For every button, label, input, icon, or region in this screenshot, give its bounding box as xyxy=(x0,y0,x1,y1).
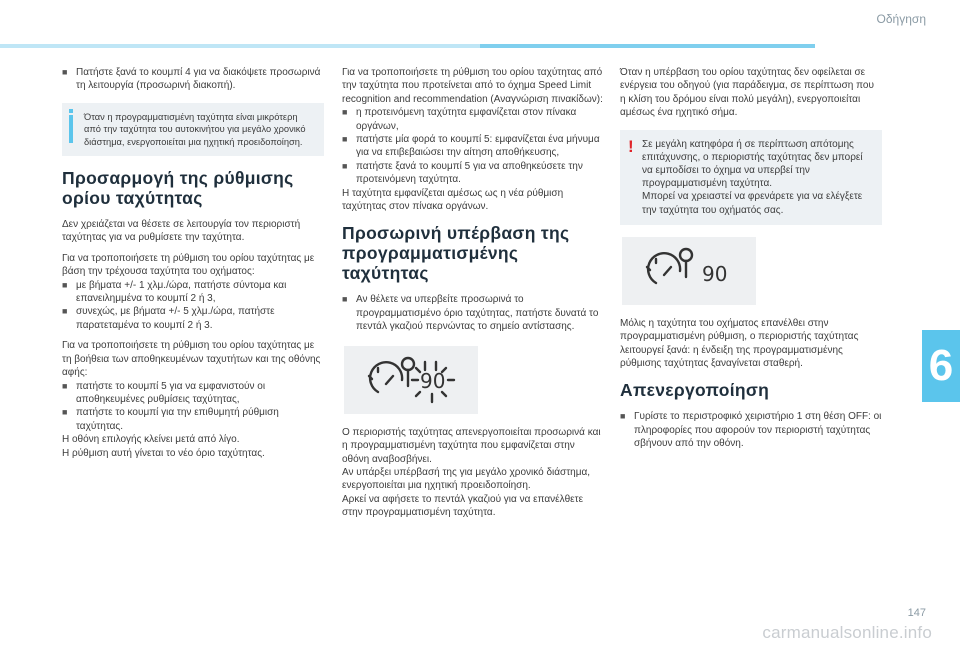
speed-limiter-overspeed-figure xyxy=(344,346,478,414)
bullet-icon: ■ xyxy=(62,279,68,290)
chapter-tab: 6 xyxy=(922,330,960,402)
paragraph: Ο περιοριστής ταχύτητας απενεργοποιείται προσωρινά και η προγραμματισμένη ταχύτητα που εμφανίζεται στην οθόνη αναβοσβήνει. xyxy=(342,426,601,465)
list-item-text: πατήστε ξανά το κουμπί 5 για να αποθηκεύσετε την προτεινόμενη ταχύτητα. xyxy=(356,160,583,186)
paragraph: Όταν η υπέρβαση του ορίου ταχύτητας δεν οφείλεται σε ενέργεια του οδηγού (για παράδειγμα, σε περίπτωση που η κλίση του δρόμου είναι πολύ μεγάλη), ενεργοποιείται αμέσως ένα ηχητικό σήμα. xyxy=(620,67,874,119)
list-item xyxy=(342,160,604,187)
warning-box xyxy=(620,130,882,225)
header-rule-light xyxy=(0,44,480,48)
list-item-text: πατήστε μία φορά το κουμπί 5: εμφανίζεται ένα μήνυμα για να επιβεβαιώσει την αίτηση αποθήκευσης, xyxy=(356,134,600,159)
list-item-text: η προτεινόμενη ταχύτητα εμφανίζεται στον πίνακα οργάνων, xyxy=(356,107,577,132)
speedometer-blinking-icon xyxy=(344,346,478,414)
info-icon xyxy=(69,115,73,143)
paragraph: Δεν χρειάζεται να θέσετε σε λειτουργία τον περιοριστή ταχύτητας για να ρυθμίσετε την ταχύτητα. xyxy=(62,219,301,244)
list-item xyxy=(62,380,324,407)
bullet-icon: ■ xyxy=(342,134,348,145)
info-text: Όταν η προγραμματισμένη ταχύτητα είναι μικρότερη από την ταχύτητα του αυτοκινήτου για μεγάλο χρονικό διάστημα, ενεργοποιείται μια ηχητική προειδοποίηση. xyxy=(84,111,306,147)
section-heading: Προσαρμογή της ρύθμισης ορίου ταχύτητας xyxy=(62,168,294,209)
warning-icon: ! xyxy=(628,136,634,156)
section-heading: Προσωρινή υπέρβαση της προγραμματισμένης ταχύτητας xyxy=(342,223,570,284)
bullet-icon: ■ xyxy=(342,160,348,171)
info-box xyxy=(62,103,324,156)
list-item-text: Αν θέλετε να υπερβείτε προσωρινά το προγραμματισμένο όριο ταχύτητας, πατήστε δυνατά το πεντάλ γκαζιού περνώντας το σημείο αντίστασης. xyxy=(356,294,599,333)
list-item xyxy=(342,293,604,333)
column-3 xyxy=(620,66,882,451)
list-item-text: με βήματα +/- 1 χλμ./ώρα, πατήστε σύντομα και επανειλημμένα το κουμπί 2 ή 3, xyxy=(76,279,287,305)
section-heading: Απενεργοποίηση xyxy=(620,380,770,401)
list-item-text: Γυρίστε το περιστροφικό χειριστήριο 1 στη θέση OFF: οι πληροφορίες που αφορούν τον περιοριστή ταχύτητας σβήνουν από την οθόνη. xyxy=(634,411,882,450)
list-item xyxy=(620,410,882,450)
speedometer-icon xyxy=(622,237,756,305)
list-item xyxy=(342,106,604,133)
paragraph: Μόλις η ταχύτητα του οχήματος επανέλθει στην προγραμματισμένη ρύθμιση, ο περιοριστής ταχύτητας λειτουργεί ξανά: η ένδειξη της προγραμματισμένης ρύθμισης ταχύτητας ξαναγίνεται σταθερή. xyxy=(620,317,859,370)
column-2 xyxy=(342,66,604,520)
list-item-text: συνεχώς, με βήματα +/- 5 χλμ./ώρα, πατήστε παρατεταμένα το κουμπί 2 ή 3. xyxy=(76,306,275,331)
page-number: 147 xyxy=(907,607,926,619)
list-item xyxy=(62,406,324,433)
bullet-icon: ■ xyxy=(342,107,348,118)
paragraph: Η ταχύτητα εμφανίζεται αμέσως ως η νέα ρύθμιση ταχύτητας στον πίνακα οργάνων. xyxy=(342,187,564,213)
header-rule-accent xyxy=(480,44,815,48)
warning-text: Μπορεί να χρειαστεί να φρενάρετε για να ελέγξετε την ταχύτητα του οχήματός σας. xyxy=(642,191,863,216)
paragraph: Για να τροποποιήσετε τη ρύθμιση του ορίου ταχύτητας με τη βοήθεια των αποθηκευμένων ταχυτήτων και της οθόνης αφής: xyxy=(62,340,321,379)
figure-speed-value: 90 xyxy=(420,368,446,393)
list-item-text: πατήστε το κουμπί 5 για να εμφανιστούν οι αποθηκευμένες ρυθμίσεις ταχύτητας, xyxy=(76,380,266,405)
speed-limiter-figure xyxy=(622,237,756,305)
list-item-text: Πατήστε ξανά το κουμπί 4 για να διακόψετε προσωρινά τη λειτουργία (προσωρινή διακοπή). xyxy=(76,67,321,92)
bullet-icon: ■ xyxy=(62,407,68,418)
section-title: Οδήγηση xyxy=(876,12,926,26)
list-item xyxy=(62,279,324,306)
paragraph: Για να τροποποιήσετε τη ρύθμιση του ορίου ταχύτητας με βάση την τρέχουσα ταχύτητα του οχήματος: xyxy=(62,252,315,278)
list-item-text: πατήστε το κουμπί για την επιθυμητή ρύθμιση ταχύτητας. xyxy=(76,407,279,432)
paragraph: Αρκεί να αφήσετε το πεντάλ γκαζιού για να επανέλθετε στην προγραμματισμένη ταχύτητα. xyxy=(342,493,584,519)
bullet-icon: ■ xyxy=(62,67,68,77)
warning-text: Σε μεγάλη κατηφόρα ή σε περίπτωση απότομης επιτάχυνσης, ο περιοριστής ταχύτητας δεν μπορεί να εμποδίσει το όχημα να υπερβεί την προγραμματισμένη ταχύτητα. xyxy=(642,138,863,190)
watermark: carmanualsonline.info xyxy=(762,623,932,642)
bullet-icon: ■ xyxy=(620,411,626,422)
figure-speed-value: 90 xyxy=(702,261,728,286)
list-item xyxy=(62,305,324,332)
list-item xyxy=(342,133,604,160)
bullet-icon: ■ xyxy=(62,306,68,317)
paragraph: Για να τροποποιήσετε τη ρύθμιση του ορίου ταχύτητας από την ταχύτητα που προτείνεται από το όχημα Speed Limit recognition and recommendation (Αναγνώριση πινακίδων): xyxy=(342,67,603,105)
paragraph: Η οθόνη επιλογής κλείνει μετά από λίγο. xyxy=(62,434,240,446)
bullet-icon: ■ xyxy=(62,380,68,391)
bullet-icon: ■ xyxy=(342,294,348,305)
paragraph: Αν υπάρξει υπέρβασή της για μεγάλο χρονικό διάστημα, ενεργοποιείται μια ηχητική προειδοποίηση. xyxy=(342,466,591,492)
column-1 xyxy=(62,66,324,460)
paragraph: Η ρύθμιση αυτή γίνεται το νέο όριο ταχύτητας. xyxy=(62,447,265,459)
list-item xyxy=(62,66,324,93)
